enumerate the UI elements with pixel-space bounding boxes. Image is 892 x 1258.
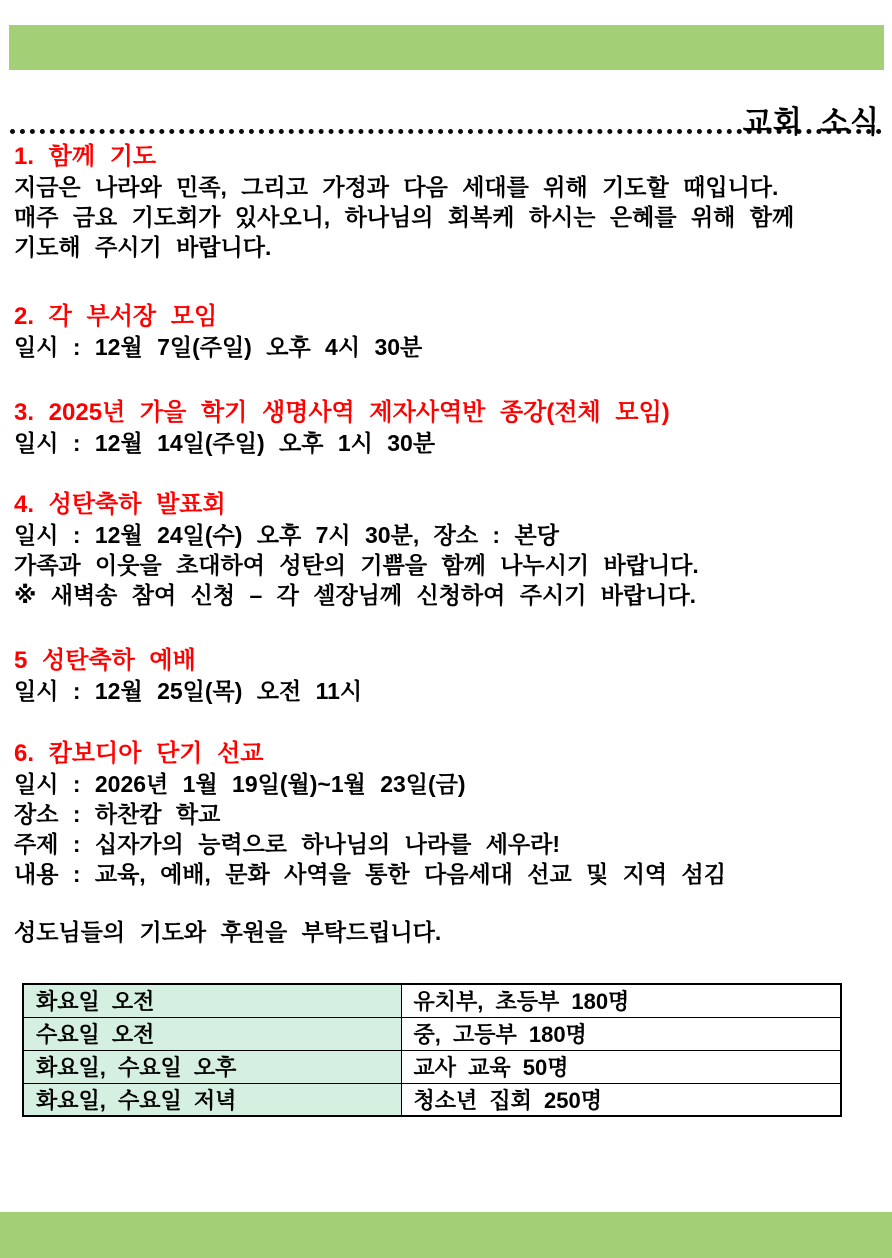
schedule-detail-cell: 유치부, 초등부 180명	[401, 984, 841, 1017]
section-line: 일시 : 12월 24일(수) 오후 7시 30분, 장소 : 본당	[14, 522, 559, 548]
bottom-banner	[0, 1212, 892, 1258]
schedule-detail-cell: 교사 교육 50명	[401, 1050, 841, 1083]
schedule-time-cell: 화요일 오전	[23, 984, 401, 1017]
section-christmas-recital	[14, 490, 880, 610]
section-heading: 3. 2025년 가을 학기 생명사역 제자사역반 종강(전체 모임)	[14, 399, 670, 426]
section-line: 지금은 나라와 민족, 그리고 가정과 다음 세대를 위해 기도할 때입니다.	[14, 174, 779, 200]
schedule-table	[22, 983, 842, 1117]
top-banner	[9, 25, 884, 70]
section-line: 일시 : 12월 7일(주일) 오후 4시 30분	[14, 334, 423, 360]
table-row	[23, 984, 841, 1017]
section-dept-leaders-meeting	[14, 302, 880, 362]
schedule-detail-cell: 중, 고등부 180명	[401, 1017, 841, 1050]
page-title: 교회 소식	[742, 106, 880, 139]
section-line: ※ 새벽송 참여 신청 – 각 셀장님께 신청하여 주시기 바랍니다.	[14, 582, 697, 608]
table-row	[23, 1017, 841, 1050]
section-line: 기도해 주시기 바랍니다.	[14, 234, 272, 260]
section-line: 일시 : 12월 25일(목) 오전 11시	[14, 678, 363, 704]
section-discipleship-closing	[14, 398, 880, 458]
section-line: 장소 : 하찬캄 학교	[14, 801, 221, 827]
section-line: 일시 : 2026년 1월 19일(월)~1월 23일(금)	[14, 771, 466, 797]
schedule-detail-cell: 청소년 집회 250명	[401, 1083, 841, 1116]
table-row	[23, 1050, 841, 1083]
section-line: 주제 : 십자가의 능력으로 하나님의 나라를 세우라!	[14, 831, 561, 857]
section-line: 내용 : 교육, 예배, 문화 사역을 통한 다음세대 선교 및 지역 섬김	[14, 861, 726, 887]
section-heading: 6. 캄보디아 단기 선교	[14, 740, 264, 767]
schedule-time-cell: 수요일 오전	[23, 1017, 401, 1050]
section-heading: 5 성탄축하 예배	[14, 647, 196, 674]
section-heading: 1. 함께 기도	[14, 143, 157, 170]
schedule-time-cell: 화요일, 수요일 저녁	[23, 1083, 401, 1116]
section-cambodia-mission	[14, 739, 880, 889]
title-row	[14, 70, 880, 139]
section-heading: 4. 성탄축하 발표회	[14, 491, 226, 518]
table-row	[23, 1083, 841, 1116]
section-prayer	[14, 142, 880, 262]
section-christmas-service	[14, 646, 880, 706]
document-content	[14, 70, 880, 1117]
closing-line: 성도님들의 기도와 후원을 부탁드립니다.	[14, 919, 442, 945]
section-heading: 2. 각 부서장 모임	[14, 303, 218, 330]
section-line: 매주 금요 기도회가 있사오니, 하나님의 회복케 하시는 은혜를 위해 함께	[14, 204, 795, 230]
schedule-time-cell: 화요일, 수요일 오후	[23, 1050, 401, 1083]
section-line: 일시 : 12월 14일(주일) 오후 1시 30분	[14, 430, 436, 456]
section-line: 가족과 이웃을 초대하여 성탄의 기쁨을 함께 나누시기 바랍니다.	[14, 552, 699, 578]
